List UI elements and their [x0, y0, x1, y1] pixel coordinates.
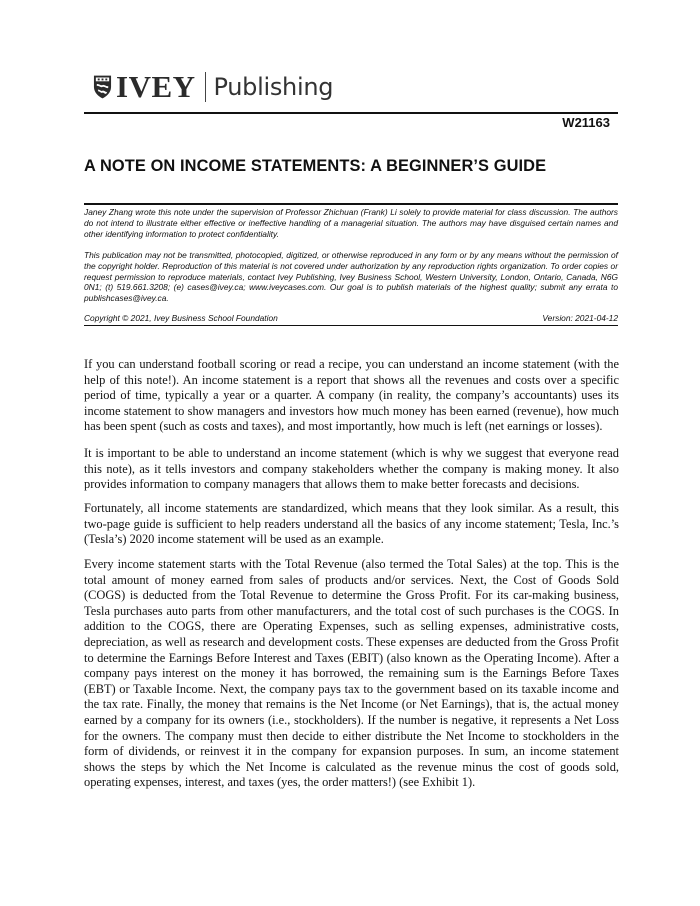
copyright-text: Copyright © 2021, Ivey Business School Foundation: [84, 313, 278, 323]
permission-statement: This publication may not be transmitted, photocopied, digitized, or otherwise reproduced in any form or by any means without the permission of the copyright holder. Reproduction of this material is not covered under authorization by any reproduction rights organization. To order copies or request permission to reproduce materials, contact Ivey Publishing, Ivey Business School, Western University, London, Ontario, Canada, N6G 0N1; (t) 519.661.3208; (e) cases@ivey.ca; www.iveycases.com. Our goal is to publish materials of the highest quality; submit any errata to publishcases@ivey.ca.: [84, 250, 618, 304]
case-number: W21163: [562, 115, 610, 130]
version-text: Version: 2021-04-12: [542, 313, 618, 323]
brand-name: IVEY: [116, 69, 196, 104]
paragraph-importance: It is important to be able to understand an income statement (which is why we suggest that everyone read this note), as it tells investors and company stakeholders whether the company is making money. It also provides information to company managers that allows them to make better forecasts and decisions.: [84, 446, 619, 492]
copyright-row: [84, 313, 618, 323]
paragraph-standardized: Fortunately, all income statements are standardized, which means that they look similar. As a result, this two-page guide is sufficient to help readers understand all the basics of any income statement; Tesla, Inc.’s (Tesla’s) 2020 income statement will be used as an example.: [84, 501, 619, 547]
authorship-statement: Janey Zhang wrote this note under the supervision of Professor Zhichuan (Frank) Li solely to provide material for class discussion. The authors do not intend to illustrate either effective or ineffective handling of a managerial situation. The authors may have disguised certain names and other identifying information to protect confidentiality.: [84, 207, 618, 239]
disclaimer-top-rule: [84, 203, 618, 205]
document-title: A NOTE ON INCOME STATEMENTS: A BEGINNER’S GUIDE: [84, 157, 547, 175]
ivey-publishing-logo: [93, 70, 333, 104]
disclaimer-bottom-rule: [84, 325, 618, 326]
paragraph-explanation: Every income statement starts with the Total Revenue (also termed the Total Sales) at the top. This is the total amount of money earned from sales of products and/or services. Next, the Cost of Goods Sold (COGS) is deducted from the Total Revenue to determine the Gross Profit. For its car-making business, Tesla purchases auto parts from other manufacturers, and the total cost of such purchases is the COGS. In addition to the COGS, there are Operating Expenses, such as selling expenses, administrative costs, depreciation, as well as research and development costs. These expenses are deducted from the Gross Profit to determine the Earnings Before Interest and Taxes (EBIT) (also known as the Operating Income). After a company pays interest on the money it has borrowed, the remaining sum is the Earnings Before Taxes (EBT) or Taxable Income. Next, the company pays tax to the government based on its taxable income and the tax rate. Finally, the money that remains is the Net Income (or Net Earnings), that is, the actual money earned by a company for its owners (i.e., stockholders). If the number is negative, it represents a Net Loss for the owners. The company must then decide to either distribute the Net Income to stockholders in the form of dividends, or reinvest it in the company for expansion purposes. In sum, an income statement shows the steps by which the Net Income is calculated as the revenue minus the cost of goods sold, operating expenses, interest, and taxes (yes, the order matters!) (see Exhibit 1).: [84, 557, 619, 790]
brand-divider: [205, 72, 206, 102]
header-rule: [84, 112, 618, 114]
brand-subtitle: Publishing: [213, 73, 334, 101]
ivey-shield-icon: [93, 74, 112, 100]
paragraph-intro: If you can understand football scoring or read a recipe, you can understand an income statement (with the help of this note!). An income statement is a report that shows all the revenues and costs over a specific period of time, typically a year or a quarter. A company (in reality, the company’s accountants) uses its income statement to show managers and investors how much money has been earned (revenue), how much has been spent (such as costs and taxes), and most importantly, how much is left (net earnings or losses).: [84, 357, 619, 434]
